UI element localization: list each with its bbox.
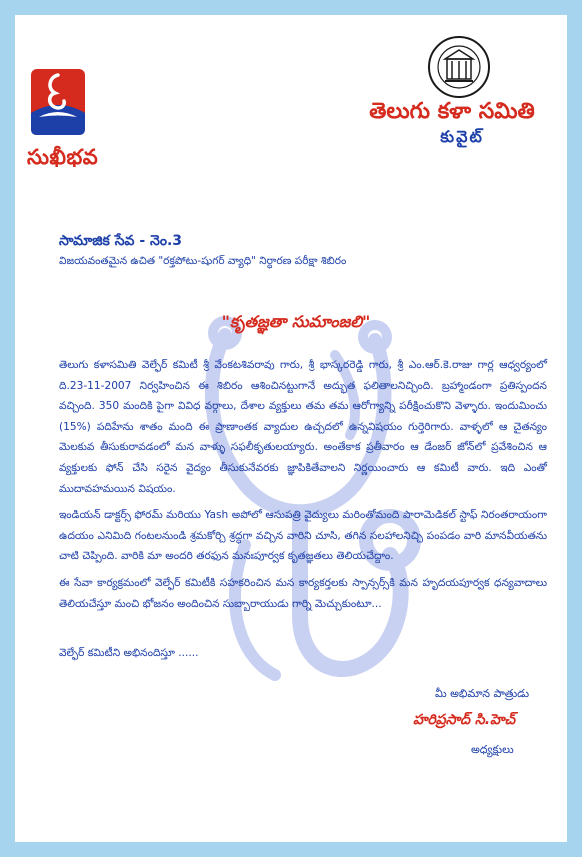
org-place: కువైట్ <box>440 127 484 146</box>
sukhibhava-name: సుఖీభవ <box>27 145 99 169</box>
org-name: తెలుగు కళా సమితి <box>369 99 535 124</box>
letter-page <box>15 15 567 842</box>
thanks-title: "కృతజ్ఞతా సుమాంజలి" <box>221 312 371 331</box>
paragraph-2: ఇండియన్ డాక్టర్స్ ఫోరమ్ మరియు Yash అపోలో ఆసుపత్రి వైద్యులు మరింతోమంది పారామెడికల్ స్టాఫ్ నిరంతరాయంగా ఉదయం ఎనిమిది గంటలనుండి శ్రమకోర్చి శ్రద్ధగా వచ్చిన వారిని చూసి, తగిన సలహాలనిచ్చి పంపడం వారి మానవీయతను చాటి చెప్పింది. వారికి మా అందరి తరఫున మనఃపూర్వక కృతజ్ఞతలు తెలియచేద్దాం. <box>59 509 547 563</box>
sukhibhava-logo-icon <box>27 67 89 137</box>
letter-body <box>59 355 547 620</box>
service-number-heading: సామాజిక సేవ - నెం.3 <box>59 233 183 249</box>
paragraph-3: ఈ సేవా కార్యక్రమంలో వెల్ఫేర్ కమిటీకి సహకరించిన మన కార్యకర్తలకు స్పాన్సర్స్‌కి మన హృదయపూర్వక ధన్యవాదాలు తెలియచేస్తూ మంచి భోజనం అందించిన సుబ్బారాయుడు గార్ని మెచ్చుకుంటూ... <box>59 576 547 610</box>
signature-greeting: మీ అభిమాన పాత్రుడు <box>435 687 530 700</box>
signature-role: అధ్యక్షులు <box>471 743 514 756</box>
telugu-kala-samithi-seal-icon <box>427 35 491 99</box>
camp-description: విజయవంతమైన ఉచిత "రక్తపోటు-షుగర్ వ్యాధి" నిర్ధారణ పరీక్షా శిబిరం <box>59 255 347 267</box>
paragraph-1: తెలుగు కళాసమితి వెల్ఫేర్ కమిటీ శ్రీ వేంకటశివరావు గారు, శ్రీ భాస్కరరెడ్డి గారు, శ్రీ ఎం.ఆర్.కె.రాజు గార్ల ఆధ్వర్యంలో ది.23-11-2007 నిర్వహించిన ఈ శిబిరం ఆశించినట్టుగానే అద్భుత ఫలితాలనిచ్చింది. బ్రహ్మాండంగా ప్రతిస్పందన వచ్చింది. 350 మందికి పైగా వివిధ వర్గాలు, దేశాల వ్యక్తులు తమ తమ ఆరోగ్యాన్ని పరీక్షించుకొని వెళ్ళారు. ఇందుమించు (15%) పదిహేను శాతం మంది ఈ ప్రాణాంతక వ్యాదుల ఉచ్చదలో ఉన్నవిషయం గుర్తెరిగారు. వాళ్ళలో ఆ చైతన్యం మెలకువ తీసుకురావడంలో మన వాళ్ళు సఫలీకృతులయ్యారు. అంతేకాక ప్రతీవారం ఆ డేంజర్ జోన్‌లో ప్రవేశించిన ఆ వ్యక్తులకు ఫోన్ చేసి సరైన వైద్యం తీసుకునేవరకు జ్ఞాపికితేవాలని నిర్ణయించారు ఆ కమిటీ వారు. ఇది ఎంతో ముదావహమయిన విషయం. <box>59 359 547 495</box>
signature-name: హరిప్రసాద్ సి.హెచ్ <box>413 712 516 728</box>
closing-line: వెల్ఫేర్ కమిటీని అభినందిస్తూ ...... <box>59 647 199 659</box>
